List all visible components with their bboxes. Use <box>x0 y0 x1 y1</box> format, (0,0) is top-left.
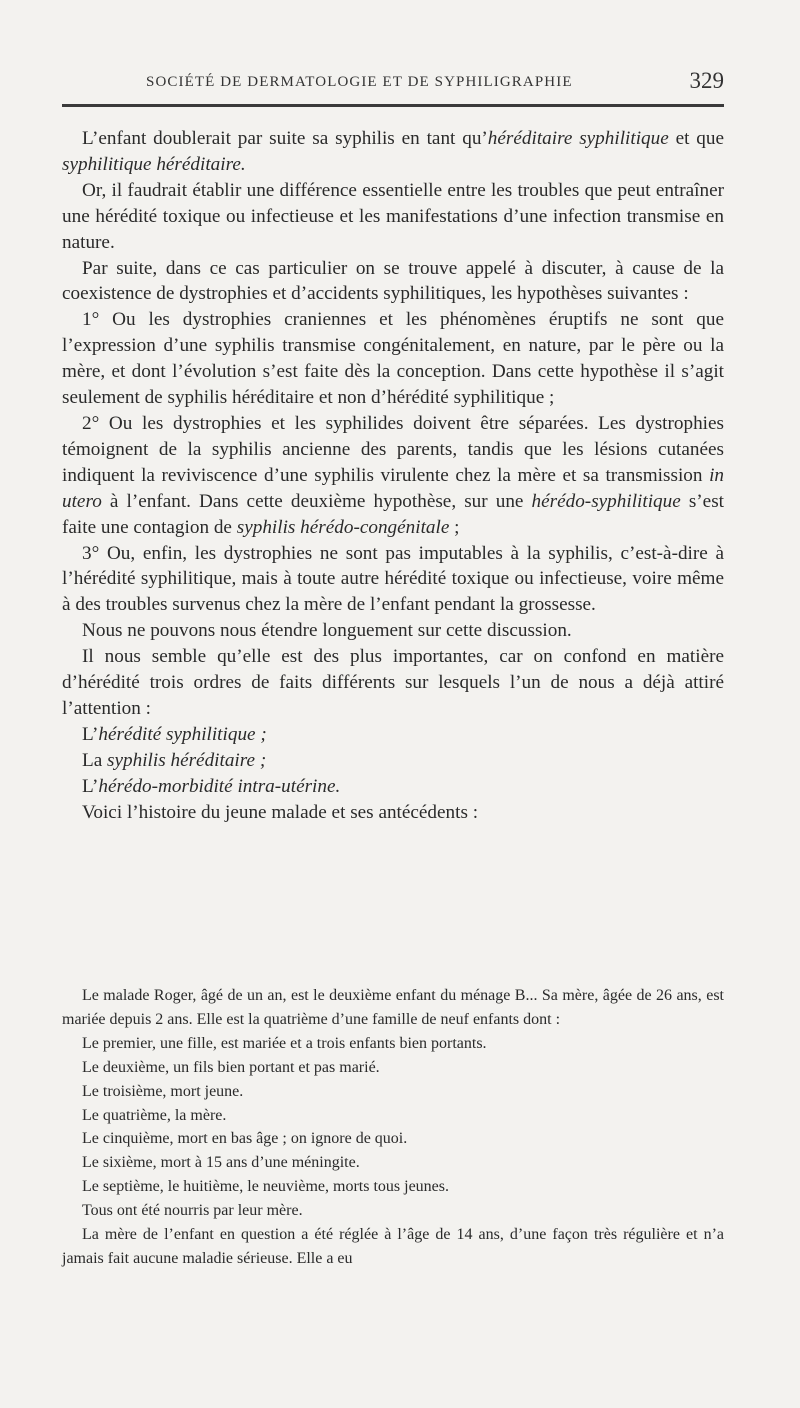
running-title: SOCIÉTÉ DE DERMATOLOGIE ET DE SYPHILIGRAPHIE <box>146 74 573 90</box>
text-run: à l’enfant. Dans cette deuxième hypothèse, sur une <box>101 490 532 512</box>
paragraph: Voici l’histoire du jeune malade et ses antécédents : <box>82 801 479 823</box>
list-item: Tous ont été nourris par leur mère. <box>82 1202 303 1220</box>
text-run: L’enfant doublerait par suite sa syphilis en tant qu’ <box>82 128 488 149</box>
paragraph <box>62 126 724 178</box>
paragraph: Nous ne pouvons nous étendre longuement sur cette discussion. <box>82 620 572 642</box>
page-header <box>62 68 724 100</box>
paragraph: Le malade Roger, âgé de un an, est le deuxième enfant du ménage B... Sa mère, âgée de 26 ans, est mariée depuis 2 ans. Elle est la quatrième d’une famille de neuf enfants dont : <box>62 987 724 1028</box>
text-run: 2° Ou les dystrophies et les syphilides doivent être séparées. Les dystrophies témoignent de la syphilis ancienne des parents, tandis que les lésions cutanées indiquent la reviviscence d’une syphilis virulente chez la mère et sa transmission <box>62 412 724 486</box>
list-item: Le premier, une fille, est mariée et a trois enfants bien portants. <box>82 1034 487 1052</box>
list-item: Le troisième, mort jeune. <box>82 1082 244 1100</box>
hypothesis-1: 1° Ou les dystrophies craniennes et les phénomènes éruptifs ne sont que l’expression d’une syphilis transmise congénitalement, en nature, par le père ou la mère, et dont l’évolution s’est faite dès la conception. Dans cette hypothèse il s’agit seulement de syphilis héréditaire et non d’hérédité syphilitique ; <box>62 309 724 409</box>
text-run: s’est faite une contagion de <box>62 490 724 538</box>
text-run: La <box>82 749 108 771</box>
italic-term: syphilis héréditaire ; <box>107 749 267 771</box>
case-observation <box>62 984 724 1271</box>
main-text <box>62 126 724 825</box>
list-item: Le quatrième, la mère. <box>82 1106 227 1124</box>
paragraph: La mère de l’enfant en question a été réglée à l’âge de 14 ans, d’une façon très régulière et n’a jamais fait aucune maladie sérieuse. Elle a eu <box>62 1226 724 1267</box>
text-run: ; <box>449 516 460 538</box>
italic-term: hérédité syphilitique ; <box>98 723 267 745</box>
list-item: Le deuxième, un fils bien portant et pas marié. <box>82 1058 380 1076</box>
paragraph: Il nous semble qu’elle est des plus importantes, car on confond en matière d’hérédité trois ordres de faits différents sur lesquels l’un de nous a déjà attiré l’attention : <box>62 646 724 719</box>
italic-term: hérédo-morbidité intra-utérine. <box>98 775 341 797</box>
italic-term: syphilitique héréditaire. <box>62 153 246 175</box>
italic-term: héréditaire syphilitique <box>487 128 669 149</box>
italic-term: hérédo-syphilitique <box>531 490 681 512</box>
list-item: Le sixième, mort à 15 ans d’une méningite. <box>82 1154 360 1172</box>
italic-term: in utero <box>62 464 724 512</box>
paragraph: Or, il faudrait établir une différence essentielle entre les troubles que peut entraîner une hérédité toxique ou infectieuse et les manifestations d’une infection transmise en nature. <box>62 179 724 253</box>
list-item: Le septième, le huitième, le neuvième, morts tous jeunes. <box>82 1178 450 1196</box>
text-run: L’ <box>82 723 99 745</box>
paragraph: Par suite, dans ce cas particulier on se trouve appelé à discuter, à cause de la coexistence de dystrophies et d’accidents syphilitiques, les hypothèses suivantes : <box>62 257 724 305</box>
text-run: L’ <box>82 775 99 797</box>
list-item: Le cinquième, mort en bas âge ; on ignore de quoi. <box>82 1130 408 1148</box>
hypothesis-3: 3° Ou, enfin, les dystrophies ne sont pas imputables à la syphilis, c’est-à-dire à l’hérédité syphilitique, mais à toute autre hérédité toxique ou infectieuse, voire même à des troubles survenus chez la mère de l’enfant pendant la grossesse. <box>62 542 724 616</box>
hypothesis-2 <box>62 411 724 541</box>
list-item <box>62 774 724 800</box>
list-item <box>62 748 724 774</box>
header-rule <box>62 104 724 107</box>
list-item <box>62 722 724 748</box>
text-run: et que <box>668 128 724 149</box>
page-number: 329 <box>689 68 724 93</box>
italic-term: syphilis hérédo-congénitale <box>236 516 450 538</box>
